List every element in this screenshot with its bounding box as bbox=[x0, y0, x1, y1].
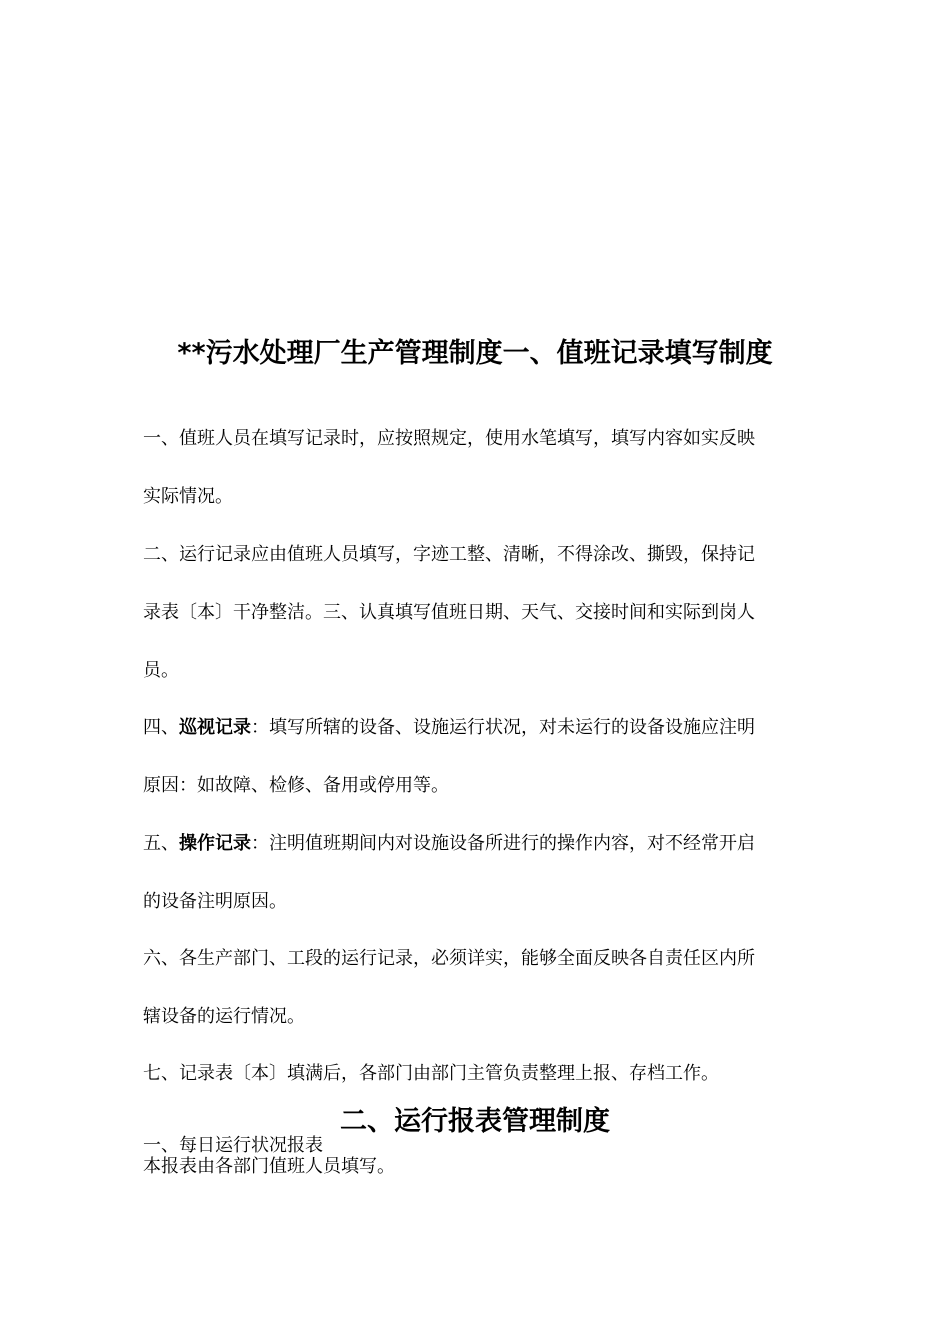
section-2-title: 二、运行报表管理制度 bbox=[340, 1106, 610, 1137]
paragraph-2-line-2: 录表〔本〕干净整洁。三、认真填写值班日期、天气、交接时间和实际到岗人 bbox=[143, 602, 755, 623]
paragraph-4 bbox=[143, 699, 809, 815]
paragraph-6-line-1: 六、各生产部门、工段的运行记录，必须详实，能够全面反映各自责任区内所 bbox=[143, 948, 755, 969]
paragraph-2 bbox=[143, 526, 809, 700]
paragraph-1-line-1: 一、值班人员在填写记录时，应按照规定，使用水笔填写，填写内容如实反映 bbox=[143, 428, 755, 449]
paragraph-5-line-2: 的设备注明原因。 bbox=[143, 891, 287, 912]
paragraph-1 bbox=[143, 410, 809, 526]
paragraph-4-prefix: 四、 bbox=[143, 717, 179, 738]
paragraph-7-line-1: 七、记录表〔本〕填满后，各部门由部门主管负责整理上报、存档工作。 bbox=[143, 1063, 719, 1084]
paragraph-2-line-1: 二、运行记录应由值班人员填写，字迹工整、清晰，不得涂改、撕毁，保持记 bbox=[143, 544, 755, 565]
paragraph-5-prefix: 五、 bbox=[143, 833, 179, 854]
paragraph-6-line-2: 辖设备的运行情况。 bbox=[143, 1006, 305, 1027]
paragraph-4-line-1 bbox=[143, 699, 809, 757]
paragraph-5-line-1 bbox=[143, 815, 809, 873]
operation-record-label: 操作记录 bbox=[179, 833, 251, 854]
paragraph-5 bbox=[143, 815, 809, 931]
patrol-record-label: 巡视记录 bbox=[179, 717, 251, 738]
document-title: **污水处理厂生产管理制度一、值班记录填写制度 bbox=[177, 338, 773, 369]
paragraph-6 bbox=[143, 930, 809, 1046]
section-2-item-1: 一、每日运行状况报表 bbox=[143, 1135, 323, 1156]
paragraph-7 bbox=[143, 1045, 809, 1103]
paragraph-4-line-2: 原因：如故障、检修、备用或停用等。 bbox=[143, 775, 449, 796]
paragraph-5-line-1-rest: ：注明值班期间内对设施设备所进行的操作内容，对不经常开启 bbox=[251, 833, 755, 854]
paragraph-2-line-3: 员。 bbox=[143, 660, 179, 681]
paragraph-1-line-2: 实际情况。 bbox=[143, 486, 233, 507]
paragraph-4-line-1-rest: ：填写所辖的设备、设施运行状况，对未运行的设备设施应注明 bbox=[251, 717, 755, 738]
section-2-item-1-desc: 本报表由各部门值班人员填写。 bbox=[143, 1156, 395, 1177]
